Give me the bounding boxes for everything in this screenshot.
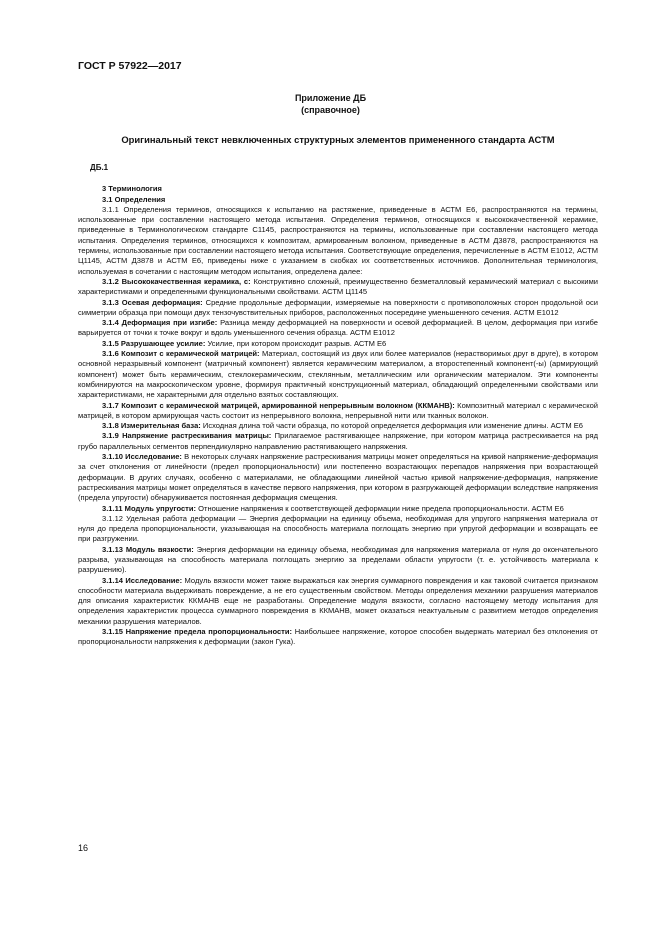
annex-subtitle: (справочное) [301,105,360,115]
annex-heading [0,92,661,116]
paragraph: 3.1.7 Композит с керамической матрицей, армированной непрерывным волокном (ККМАНВ): Композитный материал с керамической матрицей, в котором армирующая часть состоит из непрерывного волокна, непрерывной нити или тканных волокон. [78,400,599,420]
paragraph: 3.1.12 Удельная работа деформации — Энергия деформации на единицу объема, необходимая для упругого напряжения материала от нуля до предела пропорциональности, указывающая на способность материала поглощать энергию при упругой деформации и возвращать ее при разгружении. [78,513,598,544]
paragraph: 3.1.9 Напряжение растрескивания матрицы: Прилагаемое растягивающее напряжение, при котором матрица растрескивается на ряд грубо параллельных сегментов перпендикулярно направлению растягивающего напряжения. [78,431,598,451]
heading-definitions: 3.1 Определения [102,194,166,204]
paragraph: 3.1.8 Измерительная база: Исходная длина той части образца, по которой определяется деформация или изменение длины. АСТМ Е6 [102,421,583,431]
paragraph: 3.1.14 Исследование: Модуль вязкости может также выражаться как энергия суммарного повреждения и как таковой считается признаком способности материала выдерживать повреждение, а не его существенным свойством. Методы определения механики разрушения материалов для описания характеристик ККМАНВ еще не разработаны. Определение модуля вязкости, согласно настоящему методу испытания для определения характеристик процесса суммарного повреждения в ККМАНВ, может оказаться неактуальным с развитием методов определения механики разрушения материалов. [78,575,598,626]
paragraph: 3.1.6 Композит с керамической матрицей: Материал, состоящий из двух или более материалов (нерастворимых друг в друге), в котором основной неразрывный компонент (матричный компонент) является керамическим материалом, а второстепенный компонент(-ы) (армирующий компонент) может быть керамическим, стеклокерамическим, стеклянным, металлическим или органическим материалом. Эти компоненты комбинируются на макроскопическом уровне, формируя практичный конструкционный материал, обладающий определенными свойствами или характеристиками, не характерными для отдельно взятых составляющих. [78,349,598,400]
paragraph: 3.1.11 Модуль упругости: Отношение напряжения к соответствующей деформации ниже предела пропорциональности. АСТМ Е6 [102,503,564,513]
paragraph: 3.1.4 Деформация при изгибе: Разница между деформацией на поверхности и осевой деформацией. В целом, деформация при изгибе варьируется от точки к точке вокруг и вдоль уменьшенного сечения образца. АСТМ Е1012 [78,318,598,338]
document-body [78,163,598,648]
standard-code: ГОСТ Р 57922—2017 [78,60,182,72]
paragraph: 3.1.10 Исследование: В некоторых случаях напряжение растрескивания матрицы может определяться на кривой напряжение-деформация за счет отклонения от линейности (предел пропорциональности) или постепенно возрастающих перепадов напряжения при возрастающей деформации. В других случаях, особенно с материалами, не обладающими линейной частью кривой напряжение-деформация, напряжение растрескивания матрицы может определяться в качестве первого напряжения, при котором в разгружающей деформации вследствие напряжения (предела упругости) обнаруживается постоянная деформация смещения. [78,452,598,503]
paragraph: 3.1.3 Осевая деформация: Средние продольные деформации, измеряемые на поверхности с противоположных сторон продольной оси симметрии образца при помощи двух тензочувствительных приборов, расположенных посередине уменьшенного сечения. АСТМ Е1012 [78,297,598,317]
page-number: 16 [78,843,89,853]
paragraph: 3.1.5 Разрушающее усилие: Усилие, при котором происходит разрыв. АСТМ Е6 [102,338,387,348]
paragraph: 3.1.1 Определения терминов, относящихся к испытанию на растяжение, приведенные в АСТМ Е6, распространяются на термины, использованные при составлении настоящего метода испытания. Определения терминов, относящихся к высококачественной керамике, приведенные в Терминологическом стандарте С1145, распространяются на термины, использованные при составлении настоящего метода испытания. Определения терминов, относящихся к композитам, армированным волокном, приведенные в АСТМ Д3878, распространяются на термины, использованные при составлении настоящего метода испытания. Соответствующие определения, перечисленные в АСТМ Е1012, АСТМ Ц1145, АСТМ Д3878 и АСТМ Е6, приведены ниже с указанием в скобках их соответственных источников. Дополнительная терминология, используемая в сочетании с настоящим методом испытания, определена далее: [78,204,598,276]
paragraph: 3.1.15 Напряжение предела пропорциональности: Наибольшее напряжение, которое способен выдержать материал без отклонения от пропорциональности напряжения к деформации (закон Гука). [78,627,598,647]
main-title: Оригинальный текст невключенных структурных элементов примененного стандарта АСТМ [121,134,555,145]
heading-terminology: 3 Терминология [102,184,162,194]
section-label: ДБ.1 [90,163,109,172]
paragraph: 3.1.13 Модуль вязкости: Энергия деформации на единицу объема, необходимая для напряжения материала от нуля до окончательного разрыва, указывающая на способность материала поглощать энергию за пределами области упругости (т. е. устойчивость материала к разрушению). [78,544,598,575]
paragraph: 3.1.2 Высококачественная керамика, с: Конструктивно сложный, преимущественно безметалловый керамический материал с высокими характеристиками и определенными функциональными свойствами. АСТМ Ц1145 [78,276,598,297]
annex-title: Приложение ДБ [294,93,367,103]
